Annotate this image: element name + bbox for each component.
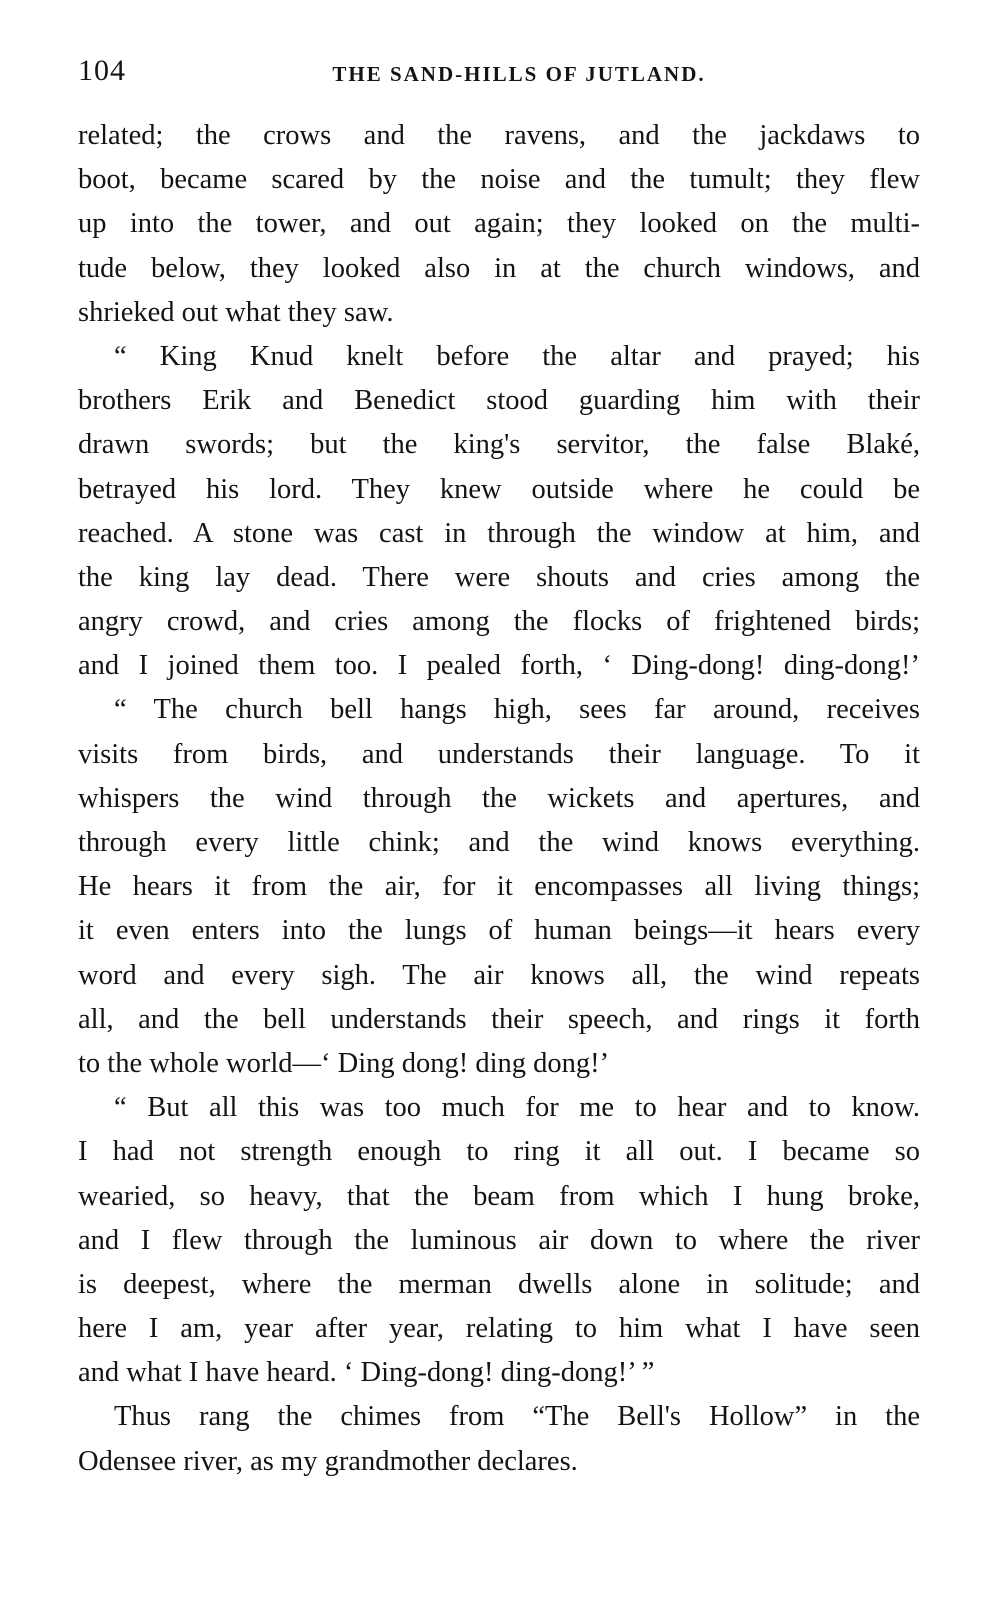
text-line: I had not strength enough to ring it all out. I became so [78, 1136, 920, 1168]
text-line: and I joined them too. I pealed forth, ‘ Ding-dong! ding-dong!’ [78, 650, 920, 682]
text-line: drawn swords; but the king's servitor, the false Blaké, [78, 429, 920, 461]
text-line: it even enters into the lungs of human beings—it hears every [78, 915, 920, 947]
text-line: visits from birds, and understands their language. To it [78, 738, 920, 770]
text-line: “ The church bell hangs high, sees far around, receives [114, 694, 920, 726]
text-line: “ But all this was too much for me to hear and to know. [114, 1092, 920, 1124]
paragraph [78, 688, 920, 1086]
text-line: brothers Erik and Benedict stood guarding him with their [78, 385, 920, 417]
text-line: all, and the bell understands their speech, and rings it forth [78, 1003, 920, 1035]
running-title: THE SAND-HILLS OF JUTLAND. [332, 62, 706, 86]
text-line: and what I have heard. ‘ Ding-dong! ding-dong!’ ” [78, 1357, 655, 1389]
body-text [78, 114, 920, 1484]
text-line: tude below, they looked also in at the church windows, and [78, 252, 920, 284]
text-line: up into the tower, and out again; they looked on the multi- [78, 208, 920, 240]
text-line: boot, became scared by the noise and the tumult; they flew [78, 164, 920, 196]
running-head [78, 50, 920, 90]
text-line: Odensee river, as my grandmother declares. [78, 1445, 578, 1477]
text-line: He hears it from the air, for it encompasses all living things; [78, 871, 920, 903]
text-line: shrieked out what they saw. [78, 296, 394, 328]
text-line: whispers the wind through the wickets and apertures, and [78, 782, 920, 814]
text-line: the king lay dead. There were shouts and cries among the [78, 561, 920, 593]
paragraph [78, 114, 920, 335]
page-number: 104 [78, 54, 126, 87]
text-line: through every little chink; and the wind knows everything. [78, 827, 920, 858]
paragraph [78, 335, 920, 689]
text-line: “ King Knud knelt before the altar and prayed; his [114, 340, 920, 372]
text-line: and I flew through the luminous air down to where the river [78, 1224, 920, 1256]
text-line: reached. A stone was cast in through the window at him, and [78, 517, 920, 549]
text-line: Thus rang the chimes from “The Bell's Hollow” in the [114, 1401, 920, 1433]
text-line: here I am, year after year, relating to him what I have seen [78, 1313, 920, 1345]
text-line: related; the crows and the ravens, and the jackdaws to [78, 120, 920, 151]
text-line: to the whole world—‘ Ding dong! ding dong!’ [78, 1047, 610, 1079]
text-line: word and every sigh. The air knows all, the wind repeats [78, 959, 920, 991]
text-line: betrayed his lord. They knew outside where he could be [78, 473, 920, 505]
text-line: wearied, so heavy, that the beam from which I hung broke, [78, 1180, 920, 1212]
paragraph [78, 1395, 920, 1483]
text-line: angry crowd, and cries among the flocks of frightened birds; [78, 606, 920, 638]
text-line: is deepest, where the merman dwells alone in solitude; and [78, 1268, 920, 1300]
paragraph [78, 1086, 920, 1395]
